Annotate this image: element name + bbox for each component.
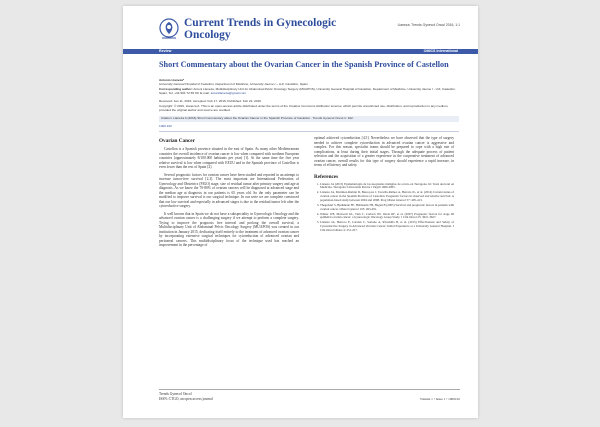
reference-item: 5. Llaneza JA, Herrero E, Catalan C, Soriano A, Rivadulla B, et al. (2015) Effectiveness and Safety of Cytoreductive Surgery in Advanced Ovarian Cancer: Initial Experience at a University General Hospital. J Clin Oncol Obstet 4: 251-257. [320,221,454,233]
correspondence [159,88,459,96]
correspondence-text: Antoni Llaneza, Multidisciplinary Unit for Abdominal-Pelvic Oncology Surgery (MUAPOS), University General Hospital of Castellon, Department of Medicine, University Jaume I - UJI, Castellon, Spain, Tel: +34 964 72 65 00; E-mail: [159,87,456,95]
body-column-left [159,136,299,251]
journal-name-line2: Oncology [184,29,231,41]
copyright-notice: Copyright: © 2016, Llaneza A. This is an open-access article distributed under the terms of the Creative Commons Attribution License, which permits unrestricted use, distribution, and reproduction in any medium, provided the original author and source are credited. [159,104,449,112]
footer-volume: Volume 1 • Issue 1 • 1000102 [419,397,460,401]
article-page [123,6,478,418]
references-list [314,183,454,233]
citation-box: Citation: Llaneza A (2016) Short Commentary about the Ovarian Cancer in the Spanish Province of Castellon . Trends Gynecol Oncol 1: 102. [159,116,459,122]
references-heading: References [314,173,339,180]
footer-issn: ISSN: CTGO, an open access journal [159,396,213,401]
body-paragraph: optimal achieved cytoreduction [4,5]. Nevertheless we have observed that the type of surgery needed to achieve complete cytoreduction in advanced ovarian cancer is aggressive and complex. For this reason, specialist teams should be prepared to cope with a high rate of complications, at least during their initial stages. Through the adequate process of patient selection and the acquisition of a greater experience in the cooperative treatment of advanced ovarian cancer, overall results for this type of surgery should experience a rapid increase, in terms of efficiency and safety. [314,136,454,167]
correspondence-label: Corresponding author: [159,87,193,91]
header-citation: Llaneza. Trends Gynecol Oncol 2016, 1:1 [397,23,460,27]
footer-journal: Trends Gynecol Oncol [159,392,192,396]
reference-item: 1. Llaneza JA (2015) Epidemiología de las neoplasias malignas de ovario en Tarragona. In: Tesis doctoral en Medicina. Tarragona: Universitat Rovira i Virgili 1960-2005. [320,183,454,191]
section-heading: Ovarian Cancer [159,138,195,144]
footer-journal-info [159,392,213,401]
doi-link[interactable]: 1000.102 [159,124,172,128]
article-dates: Received: Jan 11, 2016; Accepted: Feb 17, 2016; Published: Feb 22, 2016 [159,99,261,103]
reference-item: 4. Winter WE, Maxwell GL, Tian C, Carlson JW, Ozols RF, et al. (2007) Prognostic factors for stage III epithelial ovarian cancer: a Gynecologic Oncology Group Study. J Clin Oncol 25: 3621-3627. [320,213,454,221]
journal-name [184,17,354,41]
author-name: Antonio Llaneza* [159,78,185,82]
journal-name-line1: Current Trends in Gynecologic [184,17,337,29]
body-paragraph: It well known that in Spain we do not have a subspeciality in Gynecologic Oncology and the advanced ovarian cancer is a challenging surgery if we attempt to perform a complete surgery. Trying to improve the prognosis free interval and prolong the overall survival, a Multidisciplinary Unit of Abdominal Pelvic Oncology Surgery (MUAPOS) was created in our institution in January 2015, dedicating itself entirely to the treatment of advanced ovarian cancer by incorporating extensive surgical techniques for cytoreduction of advanced ovarian and peritoneal cancers. This multidisciplinary focus of the technique used has reached an improvement in the percentage of [159,211,299,247]
reference-item: 2. Llaneza JA, Martínez-Ramón D, Bazoq-tos J, Torrella-Ramos A, Herrera JL, et al. (2014) Current status of ovarian cancer in the Spanish Province of Castellon. Prognostic factors in observed and relative survival: A population-based study between 2004 and 2008. Prog Obstet Ginecol 57: 405-413. [320,191,454,203]
footer-divider [159,389,460,390]
body-column-right [314,136,454,234]
journal-logo-icon [158,18,180,42]
body-paragraph: Several prognostic factors for ovarian cancer have been studied and reported in an attempt to increase tumor-free survival [2,3]. The most important are International Federation of Gynecology and Obstetrics (FIGO) stage, size of residual tumor after primary surgery and age at diagnosis. As we know the 70-80% of ovarian cancers will be diagnosed at advanced stage and the median age at diagnosis in our patients is 65 years old. So the only parameter can be modified to improve survival is our surgical technique. In our serie we are complete convinced that our low survival and especially in advanced stages is due to the residual tumor left after the cytoreductive surgery. [159,172,299,208]
email-link[interactable]: antonillaneza@gmail.com [210,90,247,95]
reference-item: 3. Thegebauf S, Bjelkhede FE, Helmstein TB, Hagen B (2005) Survival and prognostic factors in patients with ovarian cancer. Obstet Gynecol 105: 493-491. [320,204,454,212]
body-paragraph: Castellon is a Spanish province situated in the east of Spain. As many other Mediterranean countries the overall incidence of ovarian cancer is low when compared with northern European countries (approximately 8/100.000 habitants per year) [1]. At the same time the five year relative survival is low when compared with EEUU and in the Spanish province of Castellon is even lower than the rest of Spain [2]. [159,147,299,169]
article-title: Short Commentary about the Ovarian Cancer in the Spanish Province of Castellon [159,60,449,69]
author-affiliation: University General Hospital of Castellon, Department of Medicine, University Jaume I – UJI, Castellon, Spain [159,82,308,86]
publisher-label: OMICS International [423,49,458,53]
article-type-band [123,49,478,54]
header-divider [159,131,459,132]
article-type-label: Review [159,49,172,53]
